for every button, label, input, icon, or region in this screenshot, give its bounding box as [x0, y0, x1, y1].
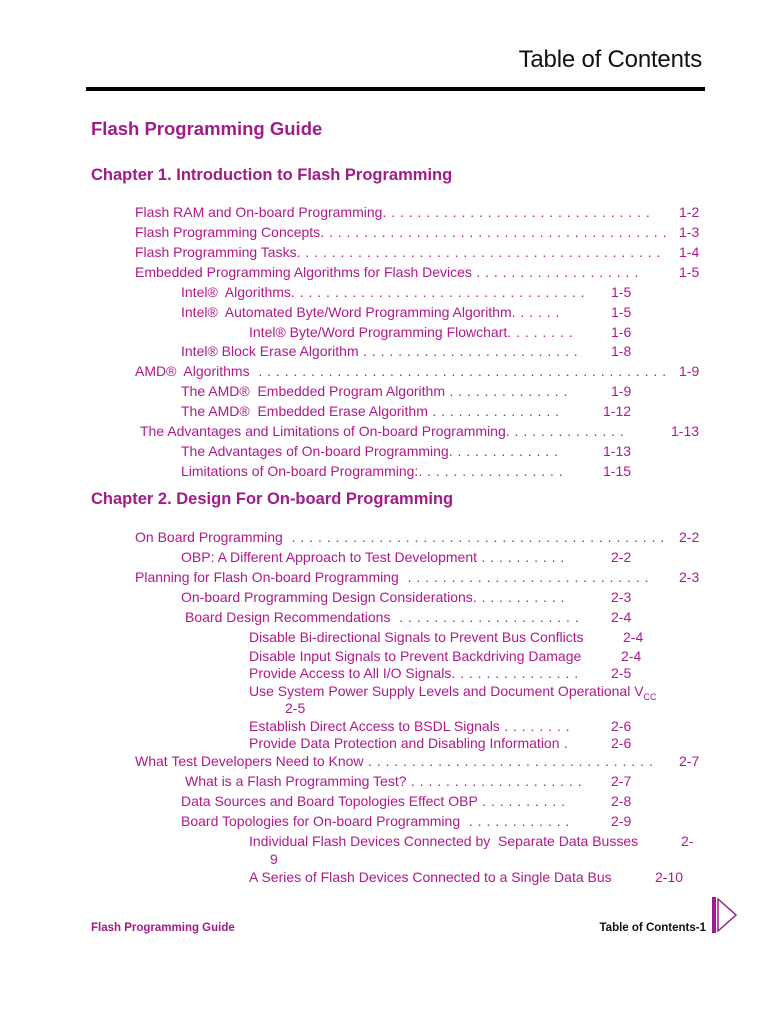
toc-entry[interactable]: Board Design Recommendations . . . . . . . . . . . . . . . . . . . . . [185, 609, 580, 625]
toc-entry[interactable]: Intel® Byte/Word Programming Flowchart. . . . . . . . [249, 324, 574, 340]
toc-page-number: 1-5 [611, 304, 632, 320]
toc-entry[interactable]: Flash Programming Tasks. . . . . . . . . . . . . . . . . . . . . . . . . . . . . . . . . . . . . . . . . . [135, 244, 661, 260]
toc-page-number-continued: 9 [270, 851, 278, 867]
toc-page-number: 2-6 [611, 735, 632, 751]
footer-page-label: Table of Contents-1 [599, 922, 706, 934]
toc-entry[interactable]: What Test Developers Need to Know . . . . . . . . . . . . . . . . . . . . . . . . . . . . . . . . . [135, 753, 654, 769]
toc-entry[interactable]: Intel® Algorithms. . . . . . . . . . . . . . . . . . . . . . . . . . . . . . . . . . [181, 284, 586, 300]
toc-page-number: 1-13 [671, 423, 700, 439]
toc-page-number: 1-4 [679, 244, 700, 260]
toc-entry[interactable]: Provide Access to All I/O Signals. . . . . . . . . . . . . . . [249, 665, 579, 681]
toc-page-number: 2-5 [285, 700, 306, 716]
toc-entry[interactable]: The AMD® Embedded Erase Algorithm . . . . . . . . . . . . . . . [181, 403, 560, 419]
footer-guide-title: Flash Programming Guide [91, 922, 235, 934]
toc-page-number: 2-6 [611, 718, 632, 734]
toc-entry[interactable]: Data Sources and Board Topologies Effect OBP . . . . . . . . . . [181, 793, 566, 809]
toc-page-number: 1-12 [603, 403, 632, 419]
toc-entry[interactable]: Intel® Block Erase Algorithm . . . . . . . . . . . . . . . . . . . . . . . . . [181, 343, 579, 359]
toc-page-number: 1-15 [603, 463, 632, 479]
toc-page-number: 2-3 [679, 569, 700, 585]
guide-title: Flash Programming Guide [91, 118, 323, 139]
toc-entry[interactable]: Use System Power Supply Levels and Document Operational $V_{CC}$ [249, 683, 657, 702]
toc-page-number: 1-9 [611, 383, 632, 399]
toc-page-number: 2-4 [623, 629, 644, 645]
toc-page-number: 1-8 [611, 343, 632, 359]
toc-entry[interactable]: Provide Data Protection and Disabling Information . [249, 735, 569, 751]
toc-page-number: 2-8 [611, 793, 632, 809]
toc-entry[interactable]: On Board Programming . . . . . . . . . . . . . . . . . . . . . . . . . . . . . . . . . . . . . . . . . . . [135, 529, 665, 545]
toc-page-number: 2-4 [621, 648, 642, 664]
toc-entry[interactable]: Limitations of On-board Programming:. . . . . . . . . . . . . . . . . [181, 463, 564, 479]
toc-page-number: 2-7 [679, 753, 700, 769]
toc-entry[interactable]: The Advantages of On-board Programming. . . . . . . . . . . . . [181, 443, 559, 459]
toc-entry[interactable]: Individual Flash Devices Connected by Separate Data Busses [249, 833, 639, 849]
toc-entry[interactable]: What is a Flash Programming Test? . . . . . . . . . . . . . . . . . . . . [185, 773, 583, 789]
toc-page-number: 2-3 [611, 589, 632, 605]
toc-page-number: 1-9 [679, 363, 700, 379]
toc-page-number: 2-2 [611, 549, 632, 565]
toc-entry[interactable]: The AMD® Embedded Program Algorithm . . . . . . . . . . . . . . [181, 383, 568, 399]
toc-entry[interactable]: Disable Input Signals to Prevent Backdriving Damage [249, 648, 582, 664]
header-rule [86, 87, 705, 91]
page-header-title: Table of Contents [518, 46, 702, 73]
toc-entry[interactable]: Establish Direct Access to BSDL Signals . . . . . . . . [249, 718, 571, 734]
toc-entry[interactable]: Planning for Flash On-board Programming . . . . . . . . . . . . . . . . . . . . . . . . . . . . [135, 569, 650, 585]
toc-page-number: 2-7 [611, 773, 632, 789]
toc-page-number: 2- [681, 833, 694, 849]
toc-entry[interactable]: AMD® Algorithms . . . . . . . . . . . . . . . . . . . . . . . . . . . . . . . . . . . . . . . . . . . . . . . [135, 363, 667, 379]
toc-entry[interactable]: On-board Programming Design Considerations. . . . . . . . . . . [181, 589, 565, 605]
toc-entry[interactable]: Disable Bi-directional Signals to Prevent Bus Conflicts [249, 629, 584, 645]
toc-page-number: 2-9 [611, 813, 632, 829]
toc-page-number: 1-13 [603, 443, 632, 459]
toc-page-number: 2-2 [679, 529, 700, 545]
toc-page-number: 1-2 [679, 204, 700, 220]
toc-page-number: 1-3 [679, 224, 700, 240]
toc-entry[interactable]: Intel® Automated Byte/Word Programming Algorithm. . . . . . [181, 304, 560, 320]
chapter-2-title[interactable]: Chapter 2. Design For On-board Programming [91, 490, 454, 508]
toc-entry[interactable]: Board Topologies for On-board Programming . . . . . . . . . . . . [181, 813, 570, 829]
toc-entry[interactable]: A Series of Flash Devices Connected to a Single Data Bus [249, 869, 612, 885]
next-page-arrow-icon[interactable] [712, 897, 738, 938]
toc-page-number: 2-4 [611, 609, 632, 625]
chapter-1-title[interactable]: Chapter 1. Introduction to Flash Programming [91, 166, 453, 184]
toc-entry[interactable]: The Advantages and Limitations of On-board Programming. . . . . . . . . . . . . . [140, 423, 625, 439]
toc-page-number: 2-5 [611, 665, 632, 681]
toc-page-number: 1-5 [611, 284, 632, 300]
toc-page-number: 1-5 [679, 264, 700, 280]
toc-page-number: 2-10 [655, 869, 684, 885]
toc-entry[interactable]: Flash Programming Concepts. . . . . . . . . . . . . . . . . . . . . . . . . . . . . . . . . . . . . . . . [135, 224, 667, 240]
toc-entry[interactable]: OBP: A Different Approach to Test Development . . . . . . . . . . [181, 549, 565, 565]
toc-entry[interactable]: Embedded Programming Algorithms for Flash Devices . . . . . . . . . . . . . . . . . . . [135, 264, 639, 280]
toc-entry[interactable]: Flash RAM and On-board Programming. . . . . . . . . . . . . . . . . . . . . . . . . . . . . . . [135, 204, 651, 220]
toc-page-number: 1-6 [611, 324, 632, 340]
